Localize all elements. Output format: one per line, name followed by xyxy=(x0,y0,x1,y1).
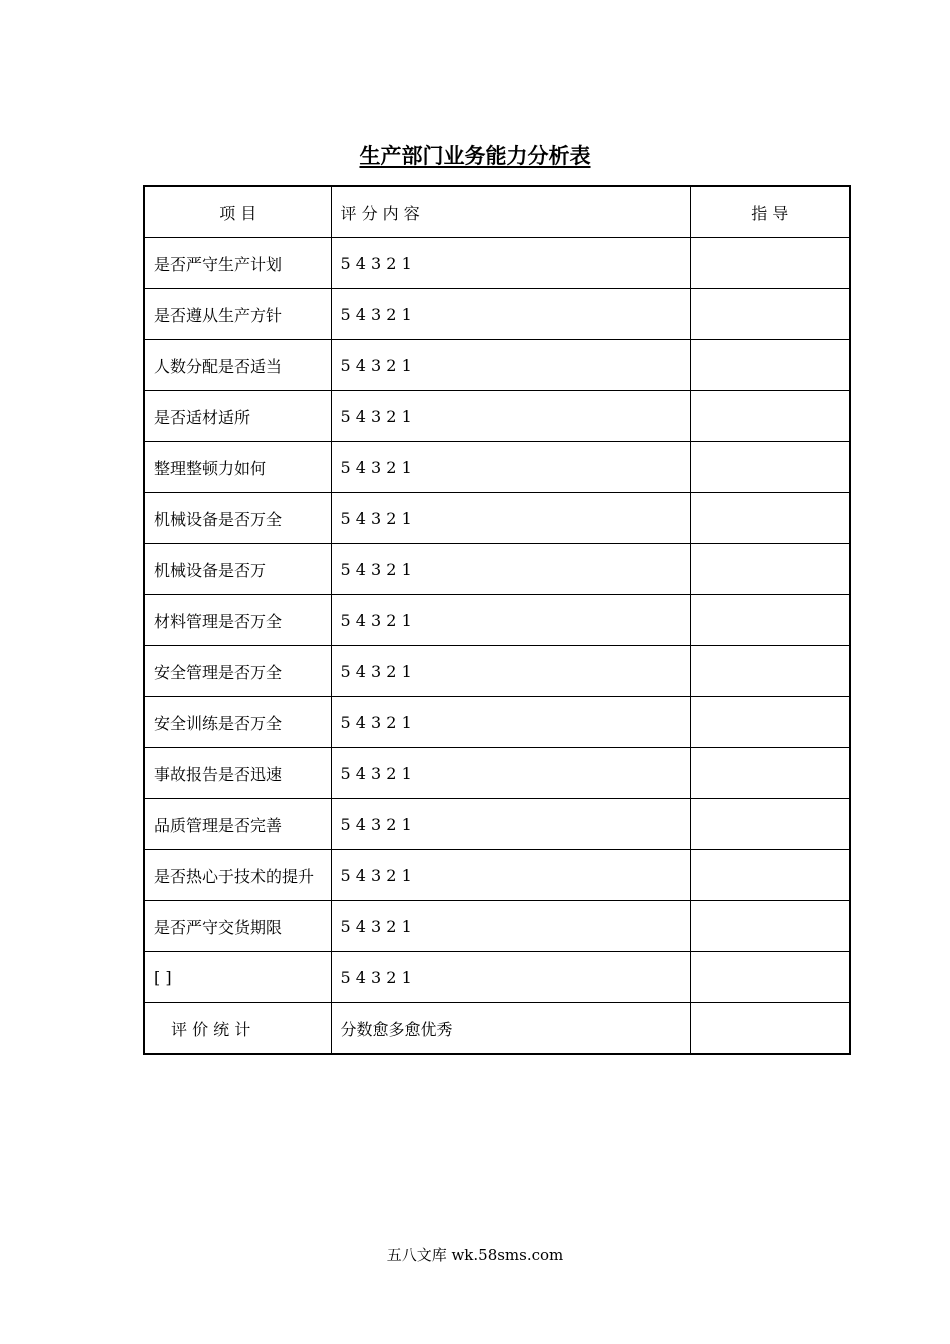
summary-label: 评 价 统 计 xyxy=(144,1003,331,1055)
row-score: 5 4 3 2 1 xyxy=(331,340,690,391)
row-item: 安全训练是否万全 xyxy=(144,697,331,748)
table-row xyxy=(144,442,850,493)
page-title xyxy=(0,141,950,171)
row-guide xyxy=(690,238,850,289)
row-item: 整理整顿力如何 xyxy=(144,442,331,493)
row-item: 机械设备是否万 xyxy=(144,544,331,595)
table-row xyxy=(144,391,850,442)
table-row xyxy=(144,238,850,289)
footer-watermark: 五八文库 wk.58sms.com xyxy=(386,1246,564,1264)
row-guide xyxy=(690,952,850,1003)
row-item: 机械设备是否万全 xyxy=(144,493,331,544)
row-item: 是否热心于技术的提升 xyxy=(144,850,331,901)
row-item: 品质管理是否完善 xyxy=(144,799,331,850)
row-guide xyxy=(690,289,850,340)
header-item: 项 目 xyxy=(144,186,331,238)
row-guide xyxy=(690,799,850,850)
row-score: 5 4 3 2 1 xyxy=(331,493,690,544)
table-row xyxy=(144,595,850,646)
row-score: 5 4 3 2 1 xyxy=(331,799,690,850)
row-guide xyxy=(690,340,850,391)
row-guide xyxy=(690,442,850,493)
row-score: 5 4 3 2 1 xyxy=(331,238,690,289)
summary-content: 分数愈多愈优秀 xyxy=(331,1003,690,1055)
row-guide xyxy=(690,646,850,697)
row-score: 5 4 3 2 1 xyxy=(331,901,690,952)
header-guide: 指 导 xyxy=(690,186,850,238)
row-item: 材料管理是否万全 xyxy=(144,595,331,646)
row-item: 安全管理是否万全 xyxy=(144,646,331,697)
row-score: 5 4 3 2 1 xyxy=(331,697,690,748)
summary-guide xyxy=(690,1003,850,1055)
row-score: 5 4 3 2 1 xyxy=(331,442,690,493)
row-item: 是否严守生产计划 xyxy=(144,238,331,289)
row-guide xyxy=(690,850,850,901)
row-item: 是否适材适所 xyxy=(144,391,331,442)
table-header-row xyxy=(144,186,850,238)
table-row xyxy=(144,748,850,799)
table-row xyxy=(144,544,850,595)
table-row xyxy=(144,799,850,850)
summary-row xyxy=(144,1003,850,1055)
row-score: 5 4 3 2 1 xyxy=(331,952,690,1003)
row-score: 5 4 3 2 1 xyxy=(331,391,690,442)
page-title-text: 生产部门业务能力分析表 xyxy=(359,144,591,168)
row-item: 是否遵从生产方针 xyxy=(144,289,331,340)
table-row xyxy=(144,646,850,697)
row-score: 5 4 3 2 1 xyxy=(331,544,690,595)
table-row xyxy=(144,952,850,1003)
row-score: 5 4 3 2 1 xyxy=(331,646,690,697)
row-guide xyxy=(690,697,850,748)
row-item-blank: [ ] xyxy=(144,952,331,1003)
row-item: 事故报告是否迅速 xyxy=(144,748,331,799)
row-item: 人数分配是否适当 xyxy=(144,340,331,391)
row-score: 5 4 3 2 1 xyxy=(331,289,690,340)
table-row xyxy=(144,850,850,901)
row-guide xyxy=(690,493,850,544)
row-guide xyxy=(690,595,850,646)
table-row xyxy=(144,289,850,340)
row-item: 是否严守交货期限 xyxy=(144,901,331,952)
row-score: 5 4 3 2 1 xyxy=(331,748,690,799)
row-score: 5 4 3 2 1 xyxy=(331,850,690,901)
row-guide xyxy=(690,391,850,442)
row-guide xyxy=(690,748,850,799)
row-guide xyxy=(690,901,850,952)
row-guide xyxy=(690,544,850,595)
table-row xyxy=(144,901,850,952)
header-content: 评 分 内 容 xyxy=(331,186,690,238)
table-row xyxy=(144,340,850,391)
table-row xyxy=(144,493,850,544)
evaluation-table xyxy=(143,185,851,1055)
table-row xyxy=(144,697,850,748)
row-score: 5 4 3 2 1 xyxy=(331,595,690,646)
